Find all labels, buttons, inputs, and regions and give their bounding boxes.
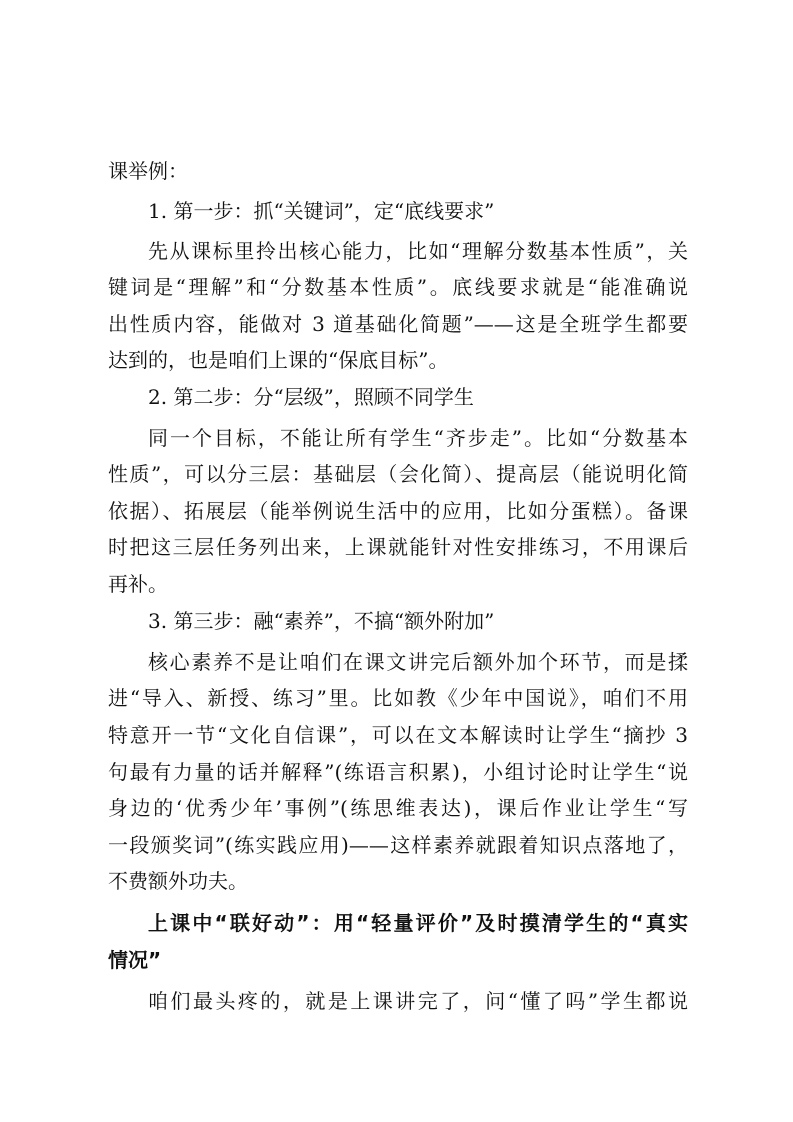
- text-line: 句最有力量的话并解释”(练语言积累)，小组讨论时让学生“说: [108, 760, 688, 784]
- text-line: 键词是“理解”和“分数基本性质”。底线要求就是“能准确说: [108, 275, 688, 299]
- text-line: 再补。: [108, 572, 168, 596]
- text-line: 特意开一节“文化自信课”，可以在文本解读时让学生“摘抄 3: [108, 723, 688, 747]
- step-heading: 1. 第一步：抓“关键词”，定“底线要求”: [148, 199, 495, 223]
- text-line: 同一个目标，不能让所有学生“齐步走”。比如“分数基本: [148, 426, 688, 450]
- text-line: 咱们最头疼的，就是上课讲完了，问“懂了吗”学生都说: [148, 989, 688, 1013]
- text-line: 身边的‘优秀少年’事例”(练思维表达)，课后作业让学生“写: [108, 796, 688, 820]
- text-line: 课举例：: [108, 159, 188, 183]
- section-heading: 情况”: [108, 948, 162, 972]
- text-line: 先从课标里拎出核心能力，比如“理解分数基本性质”，关: [148, 239, 688, 263]
- text-line: 依据）、拓展层（能举例说生活中的应用，比如分蛋糕）。备课: [108, 499, 688, 523]
- text-line: 出性质内容，能做对 3 道基础化简题”——这是全班学生都要: [108, 312, 688, 336]
- step-heading: 3. 第三步：融“素养”，不搞“额外附加”: [148, 609, 495, 633]
- text-line: 核心素养不是让咱们在课文讲完后额外加个环节，而是揉: [148, 650, 688, 674]
- text-line: 时把这三层任务列出来，上课就能针对性安排练习，不用课后: [108, 535, 688, 559]
- step-heading: 2. 第二步：分“层级”，照顾不同学生: [148, 385, 474, 409]
- text-line: 不费额外功夫。: [108, 869, 248, 893]
- text-line: 进“导入、新授、练习”里。比如教《少年中国说》，咱们不用: [108, 686, 688, 710]
- text-line: 达到的，也是咱们上课的“保底目标”。: [108, 348, 449, 372]
- text-line: 性质”，可以分三层：基础层（会化简）、提高层（能说明化简: [108, 462, 688, 486]
- text-line: 一段颁奖词”(练实践应用)——这样素养就跟着知识点落地了，: [108, 833, 688, 857]
- section-heading: 上课中“联好动”：用“轻量评价”及时摸清学生的“真实: [148, 911, 688, 935]
